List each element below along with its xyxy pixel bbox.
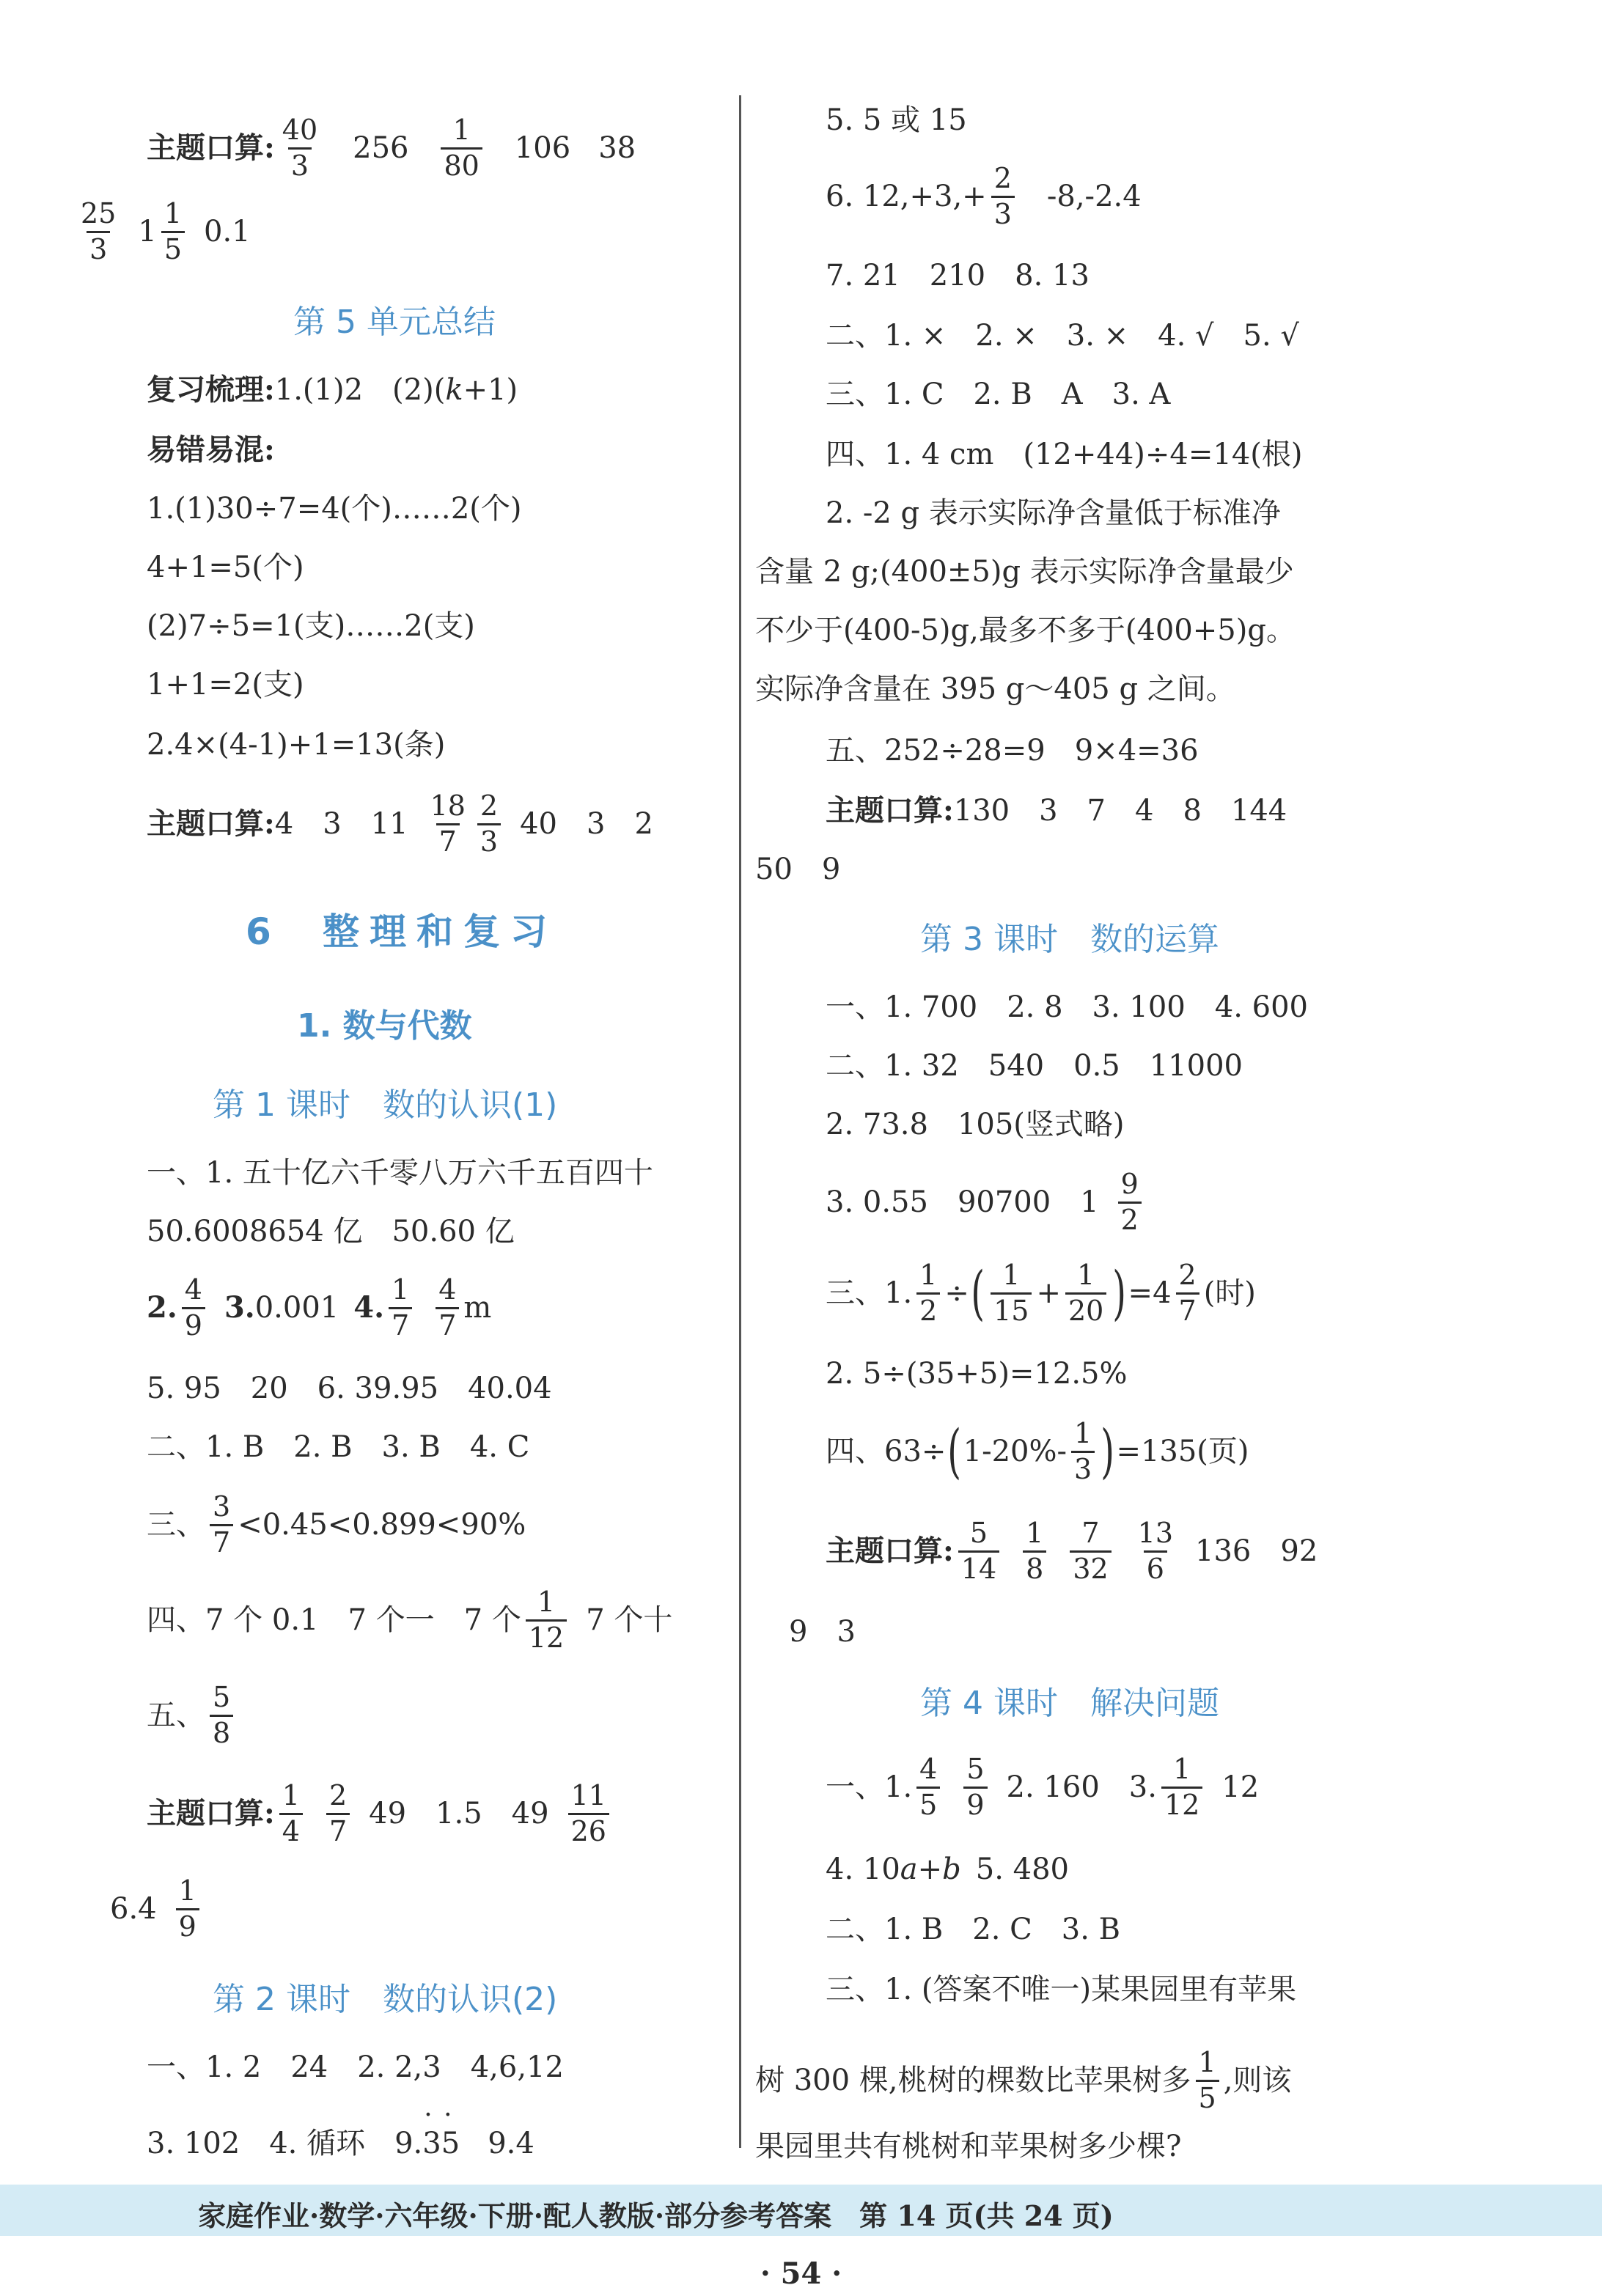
fraction: $\frac{5}{8}$: [210, 1683, 233, 1748]
fraction: $\frac{3}{7}$: [210, 1493, 233, 1558]
answer-line: 6.4 $\frac{1}{9}$: [110, 1877, 204, 1942]
answer-line: 二、1. B 2. C 3. B: [826, 1913, 1121, 1946]
fraction: $\frac{18}{7}$: [430, 790, 466, 858]
answer-line: 实际净含量在 395 g～405 g 之间。: [755, 672, 1235, 706]
answer-line: 三、1. C 2. B A 3. A: [826, 378, 1171, 411]
answer-line: 复习梳理: 1.(1)2 (2)( k +1): [147, 372, 518, 407]
answer-line: 五、 $\frac{5}{8}$: [147, 1683, 238, 1748]
answer-line: 5. 5 或 15: [826, 103, 967, 137]
fraction: $\frac{1}{7}$: [389, 1276, 412, 1341]
fraction: $\frac{13}{6}$: [1137, 1517, 1174, 1585]
answer-line: 二、1. B 2. B 3. B 4. C: [147, 1430, 530, 1464]
fraction: $\frac{1}{5}$: [161, 199, 185, 265]
answer-line: 树 300 棵,桃树的棵数比苹果树多 $\frac{1}{5}$ ,则该: [755, 2046, 1292, 2114]
answer-line: 四、7 个 0.1 7 个一 7 个 $\frac{1}{12}$ 7 个十: [147, 1586, 673, 1654]
answer-line: 7. 21 210 8. 13: [826, 259, 1090, 292]
answer-line: 4. 10 a + b 5. 480: [826, 1852, 1069, 1886]
fraction: $\frac{1}{12}$: [1161, 1755, 1202, 1820]
answer-line: 不少于(400-5)g,最多不多于(400+5)g。: [755, 614, 1296, 647]
fraction: $\frac{1}{15}$: [991, 1261, 1032, 1326]
answer-line: 2. $\frac{4}{9}$ 3. 0.001 4. $\frac{1}{7}$ $\frac{4}{7}$ m: [147, 1273, 492, 1342]
answer-line: 1.(1)30÷7=4(个)……2(个): [147, 492, 522, 526]
answer-line: 主题口算: 4 3 11 $\frac{18}{7}$ $\frac{2}{3}$ 40 3 2: [147, 790, 653, 858]
answer-line: 三、 $\frac{3}{7}$ <0.45<0.899<90%: [147, 1490, 526, 1559]
fraction: $\frac{1}{4}$: [279, 1781, 303, 1847]
chapter-number: 6: [246, 910, 282, 953]
answer-line: 2. 73.8 105(竖式略): [826, 1108, 1125, 1141]
fraction: $\frac{1}{2}$: [916, 1261, 940, 1326]
answer-line: 主题口算: $\frac{5}{14}$ $\frac{1}{8}$ $\frac{7}{32}$ $\frac{13}{6}$ 136 92: [826, 1517, 1318, 1585]
answer-line: 主题口算: $\frac{40}{3}$ 256 $\frac{1}{80}$ 106 38: [147, 114, 636, 182]
answer-line: 一、1. 2 24 2. 2,3 4,6,12: [147, 2050, 564, 2084]
answer-line: 果园里共有桃树和苹果树多少棵?: [755, 2130, 1182, 2163]
answer-line: 一、1. $\frac{4}{5}$ $\frac{5}{9}$ 2. 160 3. $\frac{1}{12}$ 12: [826, 1753, 1260, 1821]
answer-line: 二、1. × 2. × 3. × 4. √ 5. √: [826, 319, 1299, 353]
lesson-heading: 第 2 课时 数的认识(2): [213, 1981, 558, 2018]
mistake-label: 易错易混:: [147, 433, 275, 467]
answer-line: 三、1. (答案不唯一)某果园里有苹果: [826, 1973, 1297, 2006]
answer-line: 2. 5÷(35+5)=12.5%: [826, 1357, 1128, 1391]
repeating-decimal: · · 35: [422, 2129, 460, 2158]
answer-line: 四、63÷ ( 1-20%- $\frac{1}{3}$ ) =135(页): [826, 1417, 1249, 1486]
answer-line: 1+1=2(支): [147, 668, 304, 702]
answer-line: 2.4×(4-1)+1=13(条): [147, 728, 446, 762]
answer-line: 三、1. $\frac{1}{2}$ ÷ ( $\frac{1}{15}$ + $\frac{1}{20}$ ) =4 $\frac{2}{7}$ (时): [826, 1259, 1256, 1328]
answer-line: (2)7÷5=1(支)……2(支): [147, 609, 475, 643]
footer-caption: 家庭作业·数学·六年级·下册·配人教版·部分参考答案 第 14 页(共 24 页): [198, 2199, 1114, 2232]
section-heading: 1. 数与代数: [297, 1007, 472, 1045]
answer-line: 一、1. 五十亿六千零八万六千五百四十: [147, 1156, 653, 1190]
chapter-title: 整理和复习: [323, 910, 557, 953]
answer-line: 二、1. 32 540 0.5 11000: [826, 1049, 1243, 1083]
fraction: $\frac{1}{3}$: [1071, 1419, 1095, 1484]
answer-line: 9 3: [789, 1615, 856, 1649]
answer-line: 主题口算: $\frac{1}{4}$ $\frac{2}{7}$ 49 1.5 49 $\frac{11}{26}$: [147, 1781, 614, 1847]
answer-line: 3. 0.55 90700 1 $\frac{9}{2}$: [826, 1170, 1146, 1235]
lesson-heading: 第 4 课时 解决问题: [920, 1685, 1219, 1722]
fraction: $\frac{5}{14}$: [958, 1519, 999, 1584]
fraction: $\frac{40}{3}$: [282, 114, 318, 182]
fraction: $\frac{4}{7}$: [436, 1276, 459, 1341]
answer-line: 含量 2 g;(400±5)g 表示实际净含量最少: [755, 555, 1294, 589]
lesson-heading: 第 1 课时 数的认识(1): [213, 1086, 558, 1124]
fraction: $\frac{25}{3}$: [81, 197, 117, 265]
answer-line: 四、1. 4 cm (12+44)÷4=14(根): [826, 438, 1303, 471]
answer-line: 6. 12,+3,+ $\frac{2}{3}$ -8,-2.4: [826, 162, 1142, 230]
answer-line: 一、1. 700 2. 8 3. 100 4. 600: [826, 990, 1309, 1024]
fraction: $\frac{1}{80}$: [441, 116, 482, 181]
unit-summary-heading: 第 5 单元总结: [293, 303, 496, 341]
column-divider: [739, 95, 741, 2148]
answer-line: 5. 95 20 6. 39.95 40.04: [147, 1372, 552, 1405]
lesson-heading: 第 3 课时 数的运算: [920, 921, 1219, 958]
fraction: $\frac{1}{5}$: [1196, 2048, 1219, 2113]
fraction: $\frac{2}{3}$: [477, 792, 501, 857]
answer-line: 3. 102 4. 循环 9. · · 35 9.4: [147, 2129, 534, 2158]
fraction: $\frac{11}{26}$: [568, 1781, 609, 1847]
answer-line: 主题口算: 130 3 7 4 8 144: [826, 793, 1287, 828]
fraction: $\frac{1}{20}$: [1065, 1261, 1106, 1326]
fraction: $\frac{2}{7}$: [326, 1781, 350, 1847]
fraction: $\frac{5}{9}$: [963, 1755, 987, 1820]
answer-line: 50.6008654 亿 50.60 亿: [147, 1215, 515, 1248]
fraction: $\frac{2}{7}$: [1176, 1261, 1199, 1326]
fraction: $\frac{9}{2}$: [1118, 1170, 1142, 1235]
fraction: $\frac{4}{5}$: [916, 1755, 940, 1820]
fraction: $\frac{2}{3}$: [991, 164, 1015, 229]
page-number: · 54 ·: [760, 2256, 842, 2291]
fraction: $\frac{7}{32}$: [1070, 1519, 1111, 1584]
answer-line: 4+1=5(个): [147, 551, 304, 584]
answer-line: 2. -2 g 表示实际净含量低于标准净: [826, 496, 1281, 530]
fraction: $\frac{1}{8}$: [1023, 1519, 1046, 1584]
answer-line: $\frac{25}{3}$ 1 $\frac{1}{5}$ 0.1: [73, 199, 251, 265]
fraction: $\frac{1}{12}$: [526, 1588, 567, 1653]
answer-line: 五、252÷28=9 9×4=36: [826, 734, 1199, 768]
fraction: $\frac{4}{9}$: [182, 1276, 205, 1341]
answer-line: 50 9: [755, 853, 841, 886]
fraction: $\frac{1}{9}$: [176, 1877, 199, 1942]
